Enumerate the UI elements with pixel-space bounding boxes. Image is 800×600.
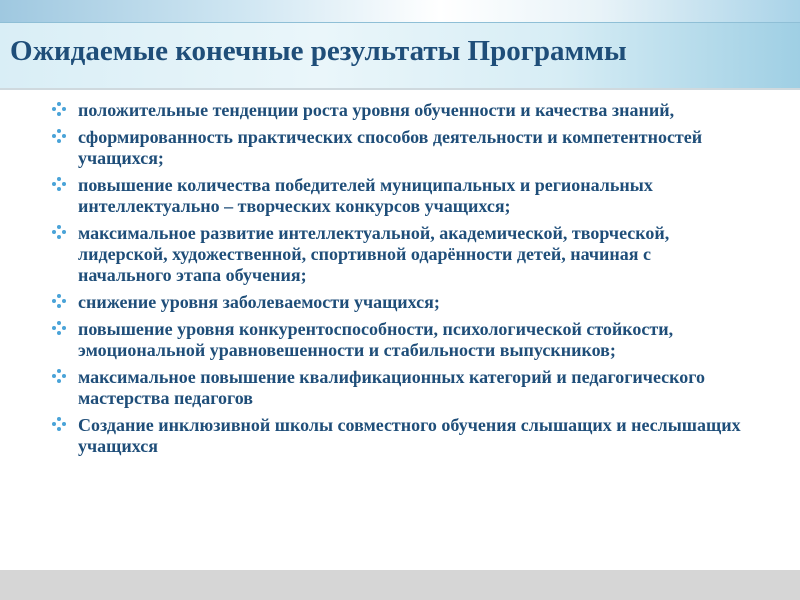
- list-item: [48, 100, 748, 121]
- diamond-dots-icon: [51, 102, 67, 116]
- list-item-text: положительные тенденции роста уровня обученности и качества знаний,: [78, 100, 675, 120]
- diamond-dots-icon: [51, 129, 67, 143]
- list-item: [48, 292, 748, 313]
- slide-title: Ожидаемые конечные результаты Программы: [10, 35, 627, 67]
- diamond-dots-icon: [51, 294, 67, 308]
- bottom-decor-band: [0, 570, 800, 600]
- list-item-text: повышение количества победителей муниципальных и региональных интеллектуально – творческих конкурсов учащихся;: [78, 175, 653, 216]
- list-item: [48, 175, 748, 217]
- top-decor-band: [0, 0, 800, 22]
- diamond-dots-icon: [51, 177, 67, 191]
- list-item: [48, 415, 748, 457]
- bullet-list: [48, 100, 748, 457]
- list-item-text: Создание инклюзивной школы совместного обучения слышащих и неслышащих учащихся: [78, 415, 741, 456]
- list-item-text: максимальное повышение квалификационных категорий и педагогического мастерства педагогов: [78, 367, 706, 408]
- list-item: [48, 127, 748, 169]
- title-bar: [0, 22, 800, 90]
- diamond-dots-icon: [51, 369, 67, 383]
- list-item-text: сформированность практических способов деятельности и компетентностей учащихся;: [78, 127, 703, 168]
- list-item-text: повышение уровня конкурентоспособности, психологической стойкости, эмоциональной уравновешенности и стабильности выпускников;: [78, 319, 674, 360]
- list-item-text: максимальное развитие интеллектуальной, академической, творческой, лидерской, художественной, спортивной одарённости детей, начиная с начального этапа обучения;: [78, 223, 670, 285]
- list-item-text: снижение уровня заболеваемости учащихся;: [78, 292, 440, 312]
- diamond-dots-icon: [51, 225, 67, 239]
- list-item: [48, 319, 748, 361]
- list-item: [48, 223, 748, 286]
- content-area: [48, 100, 748, 463]
- list-item: [48, 367, 748, 409]
- diamond-dots-icon: [51, 417, 67, 431]
- diamond-dots-icon: [51, 321, 67, 335]
